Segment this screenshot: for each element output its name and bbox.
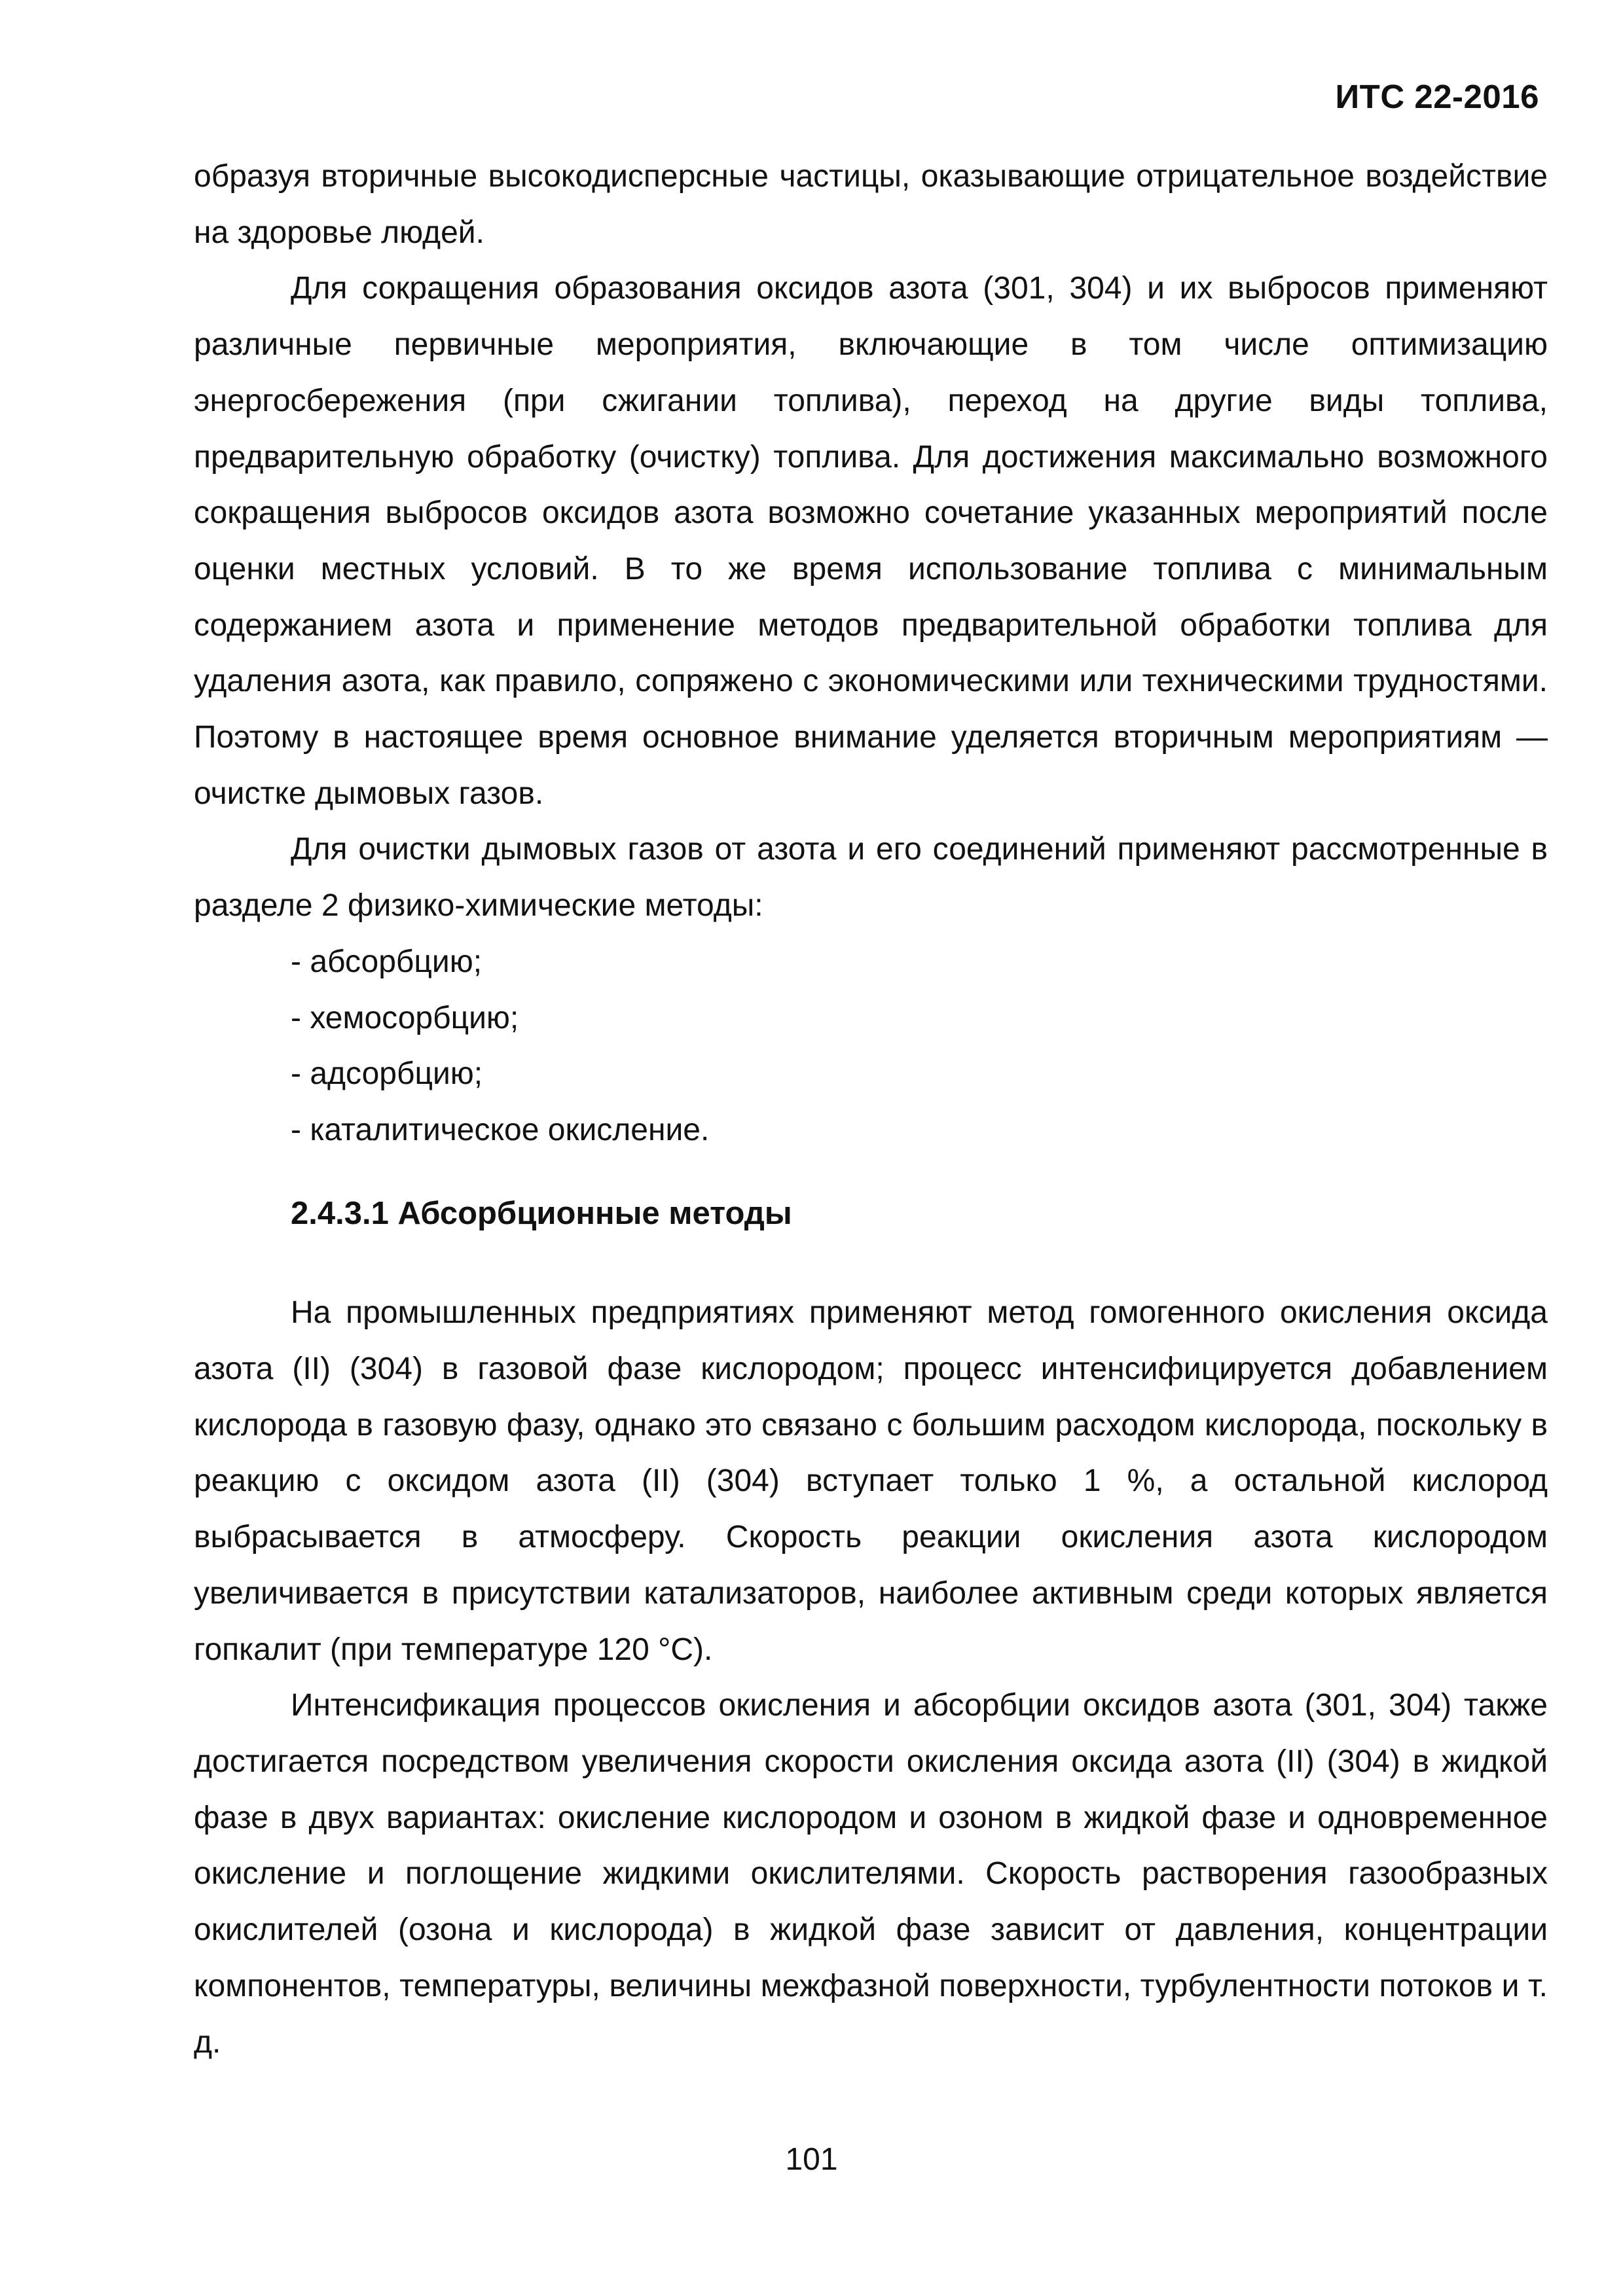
- paragraph-cleaning-methods: Для очистки дымовых газов от азота и его соединений применяют рассмотренные в разделе 2 физико-химические методы:: [194, 832, 1548, 924]
- methods-list: [194, 934, 1548, 1158]
- paragraph-homogeneous-oxidation: На промышленных предприятиях применяют метод гомогенного окисления оксида азота (II) (304) в газовой фазе кислородом; процесс интенсифицируется добавлением кислорода в газовую фазу, однако это связано с большим расходом кислорода, поскольку в реакцию с оксидом азота (II) (304) вступает только 1 %, а остальной кислород выбрасывается в атмосферу. Скорость реакции окисления азота кислородом увеличивается в присутствии катализаторов, наиболее активным среди которых является гопкалит (при температуре 120 °С).: [194, 1295, 1548, 1667]
- paragraph-intensification: Интенсификация процессов окисления и абсорбции оксидов азота (301, 304) также достигается посредством увеличения скорости окисления оксида азота (II) (304) в жидкой фазе в двух вариантах: окисление кислородом и озоном в жидкой фазе и одновременное окисление и поглощение жидкими окислителями. Скорость растворения газообразных окислителей (озона и кислорода) в жидкой фазе зависит от давления, концентрации компонентов, температуры, величины межфазной поверхности, турбулентности потоков и т. д.: [194, 1688, 1548, 2060]
- list-item: - хемосорбцию;: [291, 1000, 519, 1035]
- document-code-header: ИТС 22-2016: [1335, 78, 1539, 115]
- list-item: - абсорбцию;: [291, 944, 483, 979]
- list-item: - каталитическое окисление.: [291, 1112, 710, 1147]
- paragraph-primary-measures: Для сокращения образования оксидов азота (301, 304) и их выбросов применяют различные первичные мероприятия, включающие в том числе оптимизацию энергосбережения (при сжигании топлива), переход на другие виды топлива, предварительную обработку (очистку) топлива. Для достижения максимально возможного сокращения выбросов оксидов азота возможно сочетание указанных мероприятий после оценки местных условий. В то же время использование топлива с минимальным содержанием азота и применение методов предварительной обработки топлива для удаления азота, как правило, сопряжено с экономическими или техническими трудностями. Поэтому в настоящее время основное внимание уделяется вторичным мероприятиям — очистке дымовых газов.: [194, 271, 1548, 811]
- page-body: [194, 149, 1548, 2070]
- section-heading: 2.4.3.1 Абсорбционные методы: [291, 1195, 792, 1231]
- page-number: 101: [785, 2142, 838, 2177]
- paragraph-continuation: образуя вторичные высокодисперсные частицы, оказывающие отрицательное воздействие на здоровье людей.: [194, 159, 1548, 250]
- list-item: - адсорбцию;: [291, 1056, 483, 1092]
